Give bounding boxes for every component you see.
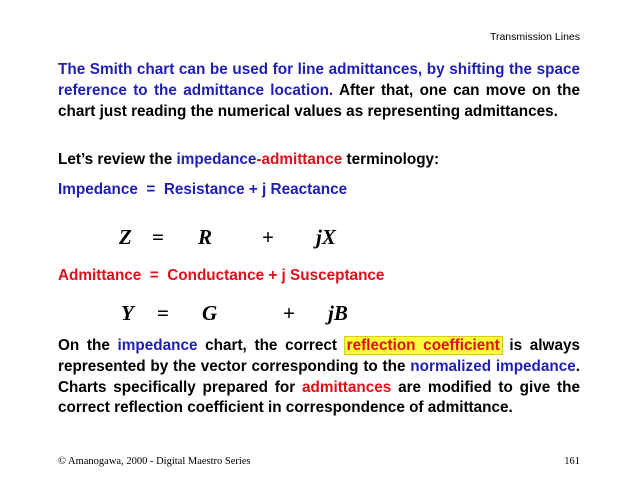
eq1-plus: +: [262, 225, 274, 249]
review-dash: -: [256, 151, 262, 168]
closing-impedance: impedance: [117, 337, 198, 354]
closing-admittances: admittances: [302, 378, 392, 396]
closing-t5: are modified to give the correct reflection coefficient in correspondence of admittance.: [58, 378, 580, 417]
section-header: Transmission Lines: [489, 31, 580, 43]
eq2-real: G: [202, 301, 218, 325]
page-number: 161: [564, 456, 580, 467]
intro-part2: After that, one can move on the chart just reading the numerical values as representing admittances.: [58, 81, 580, 120]
review-tail: terminology:: [342, 151, 440, 168]
eq2-equals: =: [157, 301, 169, 325]
eq2-lhs: Y: [121, 301, 134, 325]
eq2-plus: +: [283, 301, 295, 325]
impedance-definition: Impedance = Resistance + j Reactance: [58, 181, 348, 198]
closing-t4: . Charts specifically prepared for: [58, 357, 597, 396]
highlighted-reflection-coefficient: reflection coefficient: [346, 337, 500, 354]
review-lead: Let’s review the: [58, 151, 177, 168]
closing-t1: On the: [58, 337, 118, 354]
eq2-imag: jB: [328, 301, 348, 325]
review-impedance: impedance: [176, 151, 257, 168]
closing-paragraph: [58, 336, 597, 419]
closing-t3: is always represented by the vector corresponding to the: [58, 337, 580, 375]
intro-part1: The Smith chart can be used for line admittances, by shifting the space reference to the admittance location.: [58, 61, 580, 99]
review-admittance: admittance: [261, 151, 343, 168]
eq1-equals: =: [152, 225, 164, 249]
eq1-imag: jX: [316, 225, 336, 249]
closing-normalized-impedance: normalized impedance: [410, 357, 576, 375]
footer-copyright: © Amanogawa, 2000 - Digital Maestro Series: [58, 456, 251, 467]
closing-t2: chart, the correct: [197, 337, 345, 354]
eq1-lhs: Z: [119, 225, 132, 249]
review-line: [58, 150, 580, 171]
admittance-definition: Admittance = Conductance + j Susceptance: [58, 267, 385, 284]
intro-paragraph: [58, 60, 580, 122]
eq1-real: R: [198, 225, 213, 249]
